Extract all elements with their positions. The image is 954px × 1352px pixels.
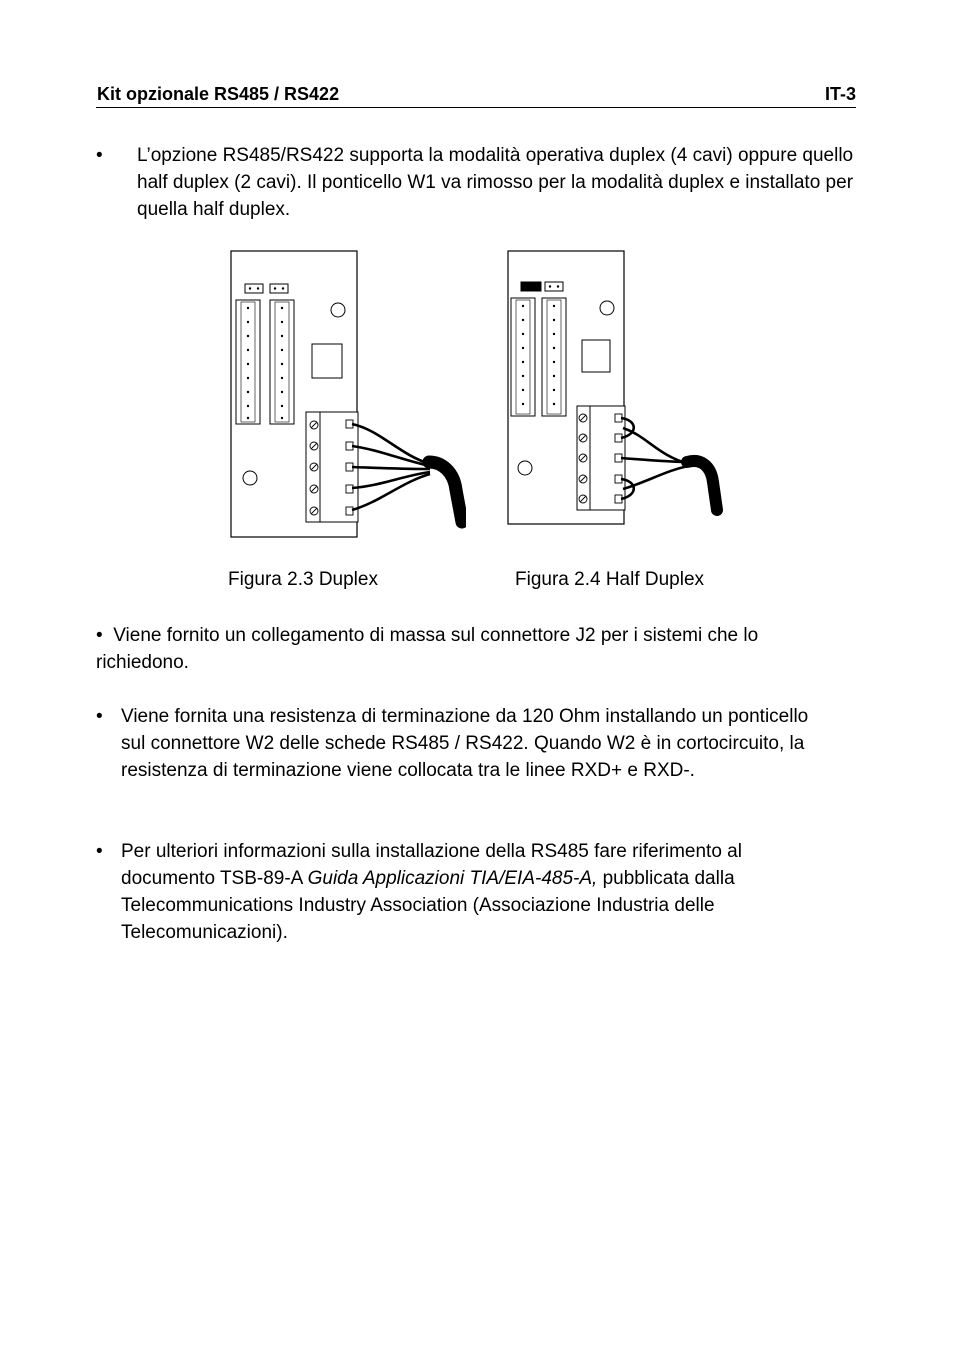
- jumper-w1: [245, 284, 263, 293]
- bullet: •: [96, 145, 103, 166]
- figure-half-duplex: [507, 250, 723, 528]
- pin-header-right: [542, 298, 566, 416]
- paragraph-duplex-modes: L’opzione RS485/RS422 supporta la modalità operativa duplex (4 cavi) oppure quello half duplex (2 cavi). Il ponticello W1 va rimosso per la modalità duplex e installato per quella half duplex.: [137, 145, 854, 220]
- pin-header-left: [511, 298, 535, 416]
- header-title: Kit opzionale RS485 / RS422: [97, 84, 340, 104]
- caption-figure-2-4: Figura 2.4 Half Duplex: [515, 569, 705, 590]
- bullet: •: [96, 841, 103, 862]
- bullet: •: [96, 625, 103, 646]
- paragraph-ground: • Viene fornito un collegamento di massa sul connettore J2 per i sistemi che lo richiedono.: [96, 625, 759, 673]
- jumper-w2: [545, 282, 563, 291]
- chip: [312, 344, 342, 378]
- paragraph-termination: Viene fornita una resistenza di terminazione da 120 Ohm installando un ponticello sul connettore W2 delle schede RS485 / RS422. Quando W2 è in cortocircuito, la resistenza di terminazione viene collocata tra le linee RXD+ e RXD-.: [121, 706, 809, 781]
- bullet: •: [96, 706, 103, 727]
- page-header: [96, 84, 856, 108]
- jumper-w2: [270, 284, 288, 293]
- cable: [429, 462, 462, 522]
- figure-duplex: [230, 250, 466, 540]
- page-number: IT-3: [824, 84, 856, 104]
- paragraph-references: Per ulteriori informazioni sulla installazione della RS485 fare riferimento al documento TSB-89-A Guida Applicazioni TIA/EIA-485-A, pubblicata dalla Telecommunications Industry Association (Associazione Industria delle Telecomunicazioni).: [121, 841, 742, 943]
- caption-figure-2-3: Figura 2.3 Duplex: [228, 569, 378, 590]
- document-title-italic: Guida Applicazioni TIA/EIA-485-A,: [307, 868, 598, 889]
- chip: [582, 340, 610, 372]
- jumper-w1-installed: [521, 282, 541, 291]
- cable: [687, 461, 717, 510]
